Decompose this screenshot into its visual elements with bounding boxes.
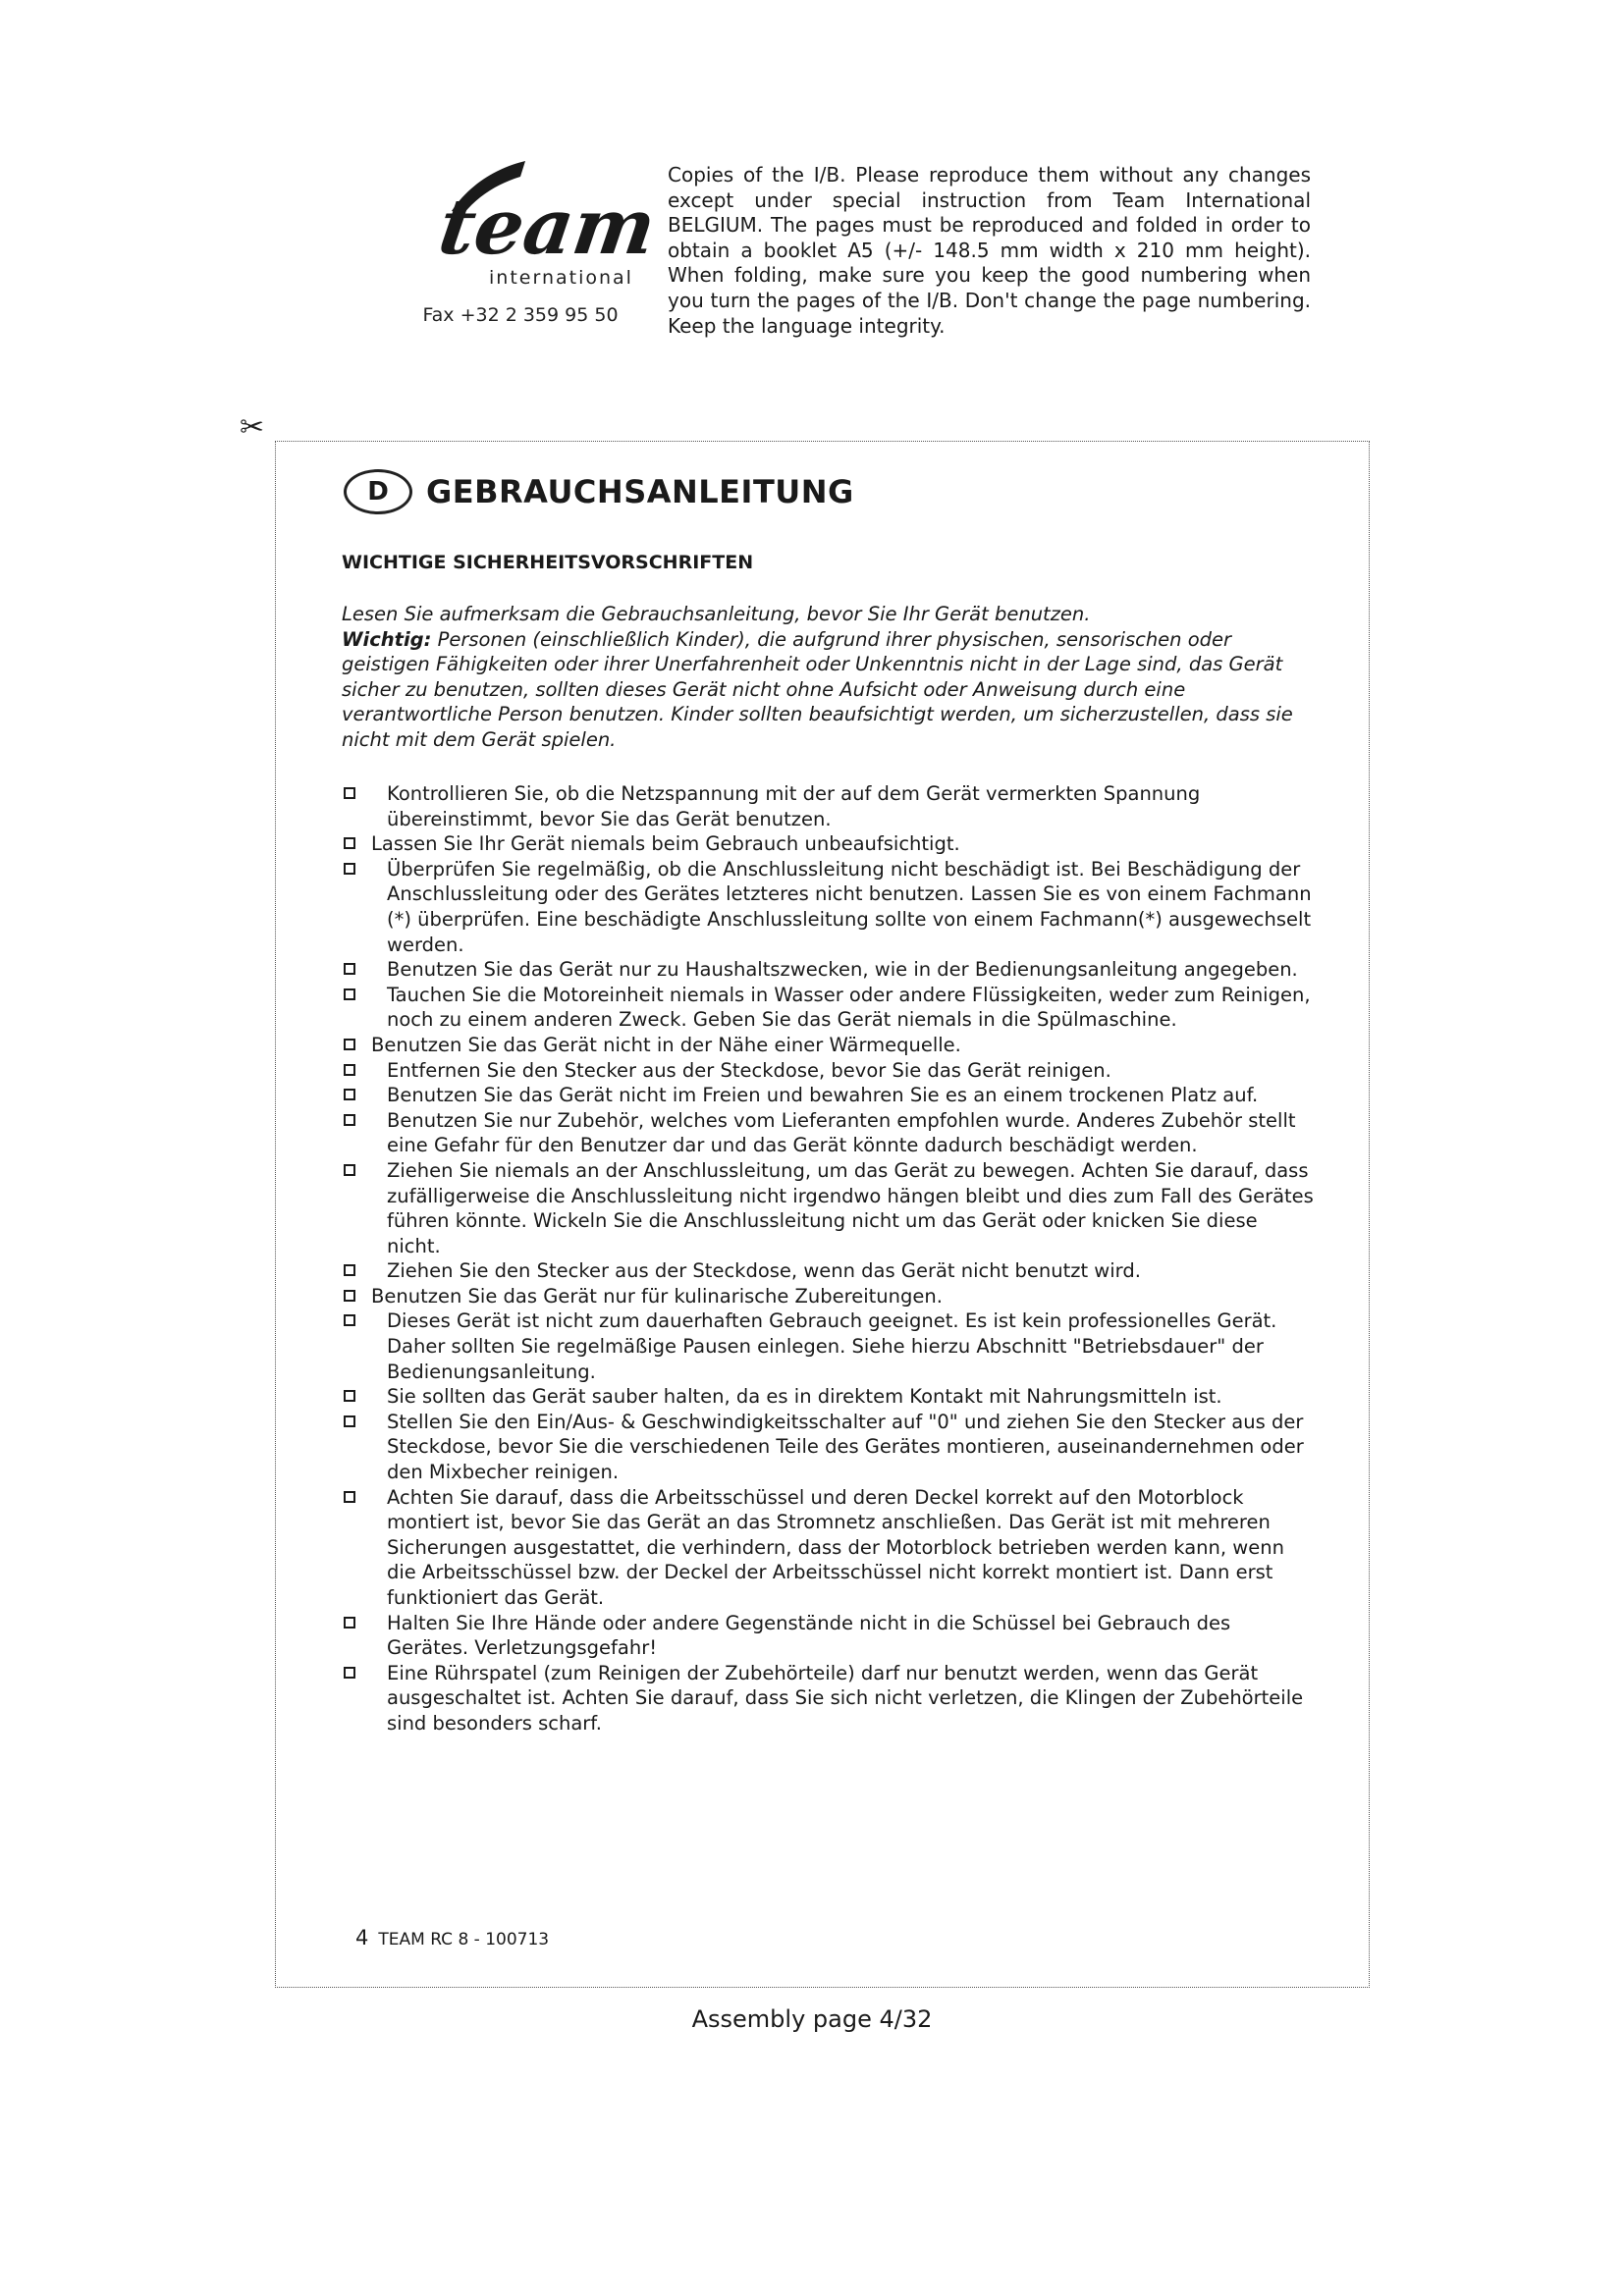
checkbox-icon (344, 1617, 355, 1629)
checkbox-icon (344, 1667, 355, 1679)
list-item-text: Dieses Gerät ist nicht zum dauerhaften Gebrauch geeignet. Es ist kein professionelles Gerät. Daher sollten Sie regelmäßige Pausen einlegen. Siehe hierzu Abschnitt "Betriebsdauer" der Bedienungsanleitung. (387, 1309, 1277, 1383)
logo-subtitle: international (489, 267, 633, 289)
checkbox-icon (344, 1264, 355, 1276)
list-item (342, 1108, 1314, 1158)
checkbox-icon (344, 863, 355, 875)
print-instructions: Copies of the I/B. Please reproduce them without any changes except under special instruction from Team International BELGIUM. The pages must be reproduced and folded in order to obtain a booklet A5 (+/- 148.5 mm width x 210 mm height). When folding, make sure you keep the good numbering when you turn the pages of the I/B. Don't change the page numbering. Keep the language integrity. (668, 163, 1311, 338)
checkbox-icon (344, 1390, 355, 1402)
list-item-text: Tauchen Sie die Motoreinheit niemals in Wasser oder andere Flüssigkeiten, weder zum Reinigen, noch zu einem anderen Zweck. Geben Sie das Gerät niemals in die Spülmaschine. (387, 983, 1311, 1032)
checkbox-icon (344, 1089, 355, 1100)
checkbox-icon (344, 988, 355, 1000)
svg-text:team: team (433, 182, 662, 272)
checkbox-icon (344, 1314, 355, 1326)
list-item-text: Benutzen Sie nur Zubehör, welches vom Lieferanten empfohlen wurde. Anderes Zubehör stellt eine Gefahr für den Benutzer dar und das Gerät könnte dadurch beschädigt werden. (387, 1108, 1296, 1157)
list-item-text: Benutzen Sie das Gerät nur zu Haushaltszwecken, wie in der Bedienungsanleitung angegeben. (387, 958, 1298, 982)
list-item-text: Ziehen Sie niemals an der Anschlussleitung, um das Gerät zu bewegen. Achten Sie darauf, dass zufälligerweise die Anschlussleitung nicht irgendwo hängen bleibt und dies zum Fall des Gerätes führen könnte. Wickeln Sie die Anschlussleitung nicht um das Gerät oder knicken Sie diese nicht. (387, 1158, 1314, 1257)
checkbox-icon (344, 1491, 355, 1503)
important-note (342, 627, 1314, 753)
fax-number: Fax +32 2 359 95 50 (422, 304, 619, 326)
checkbox-icon (344, 1064, 355, 1076)
checkbox-icon (344, 837, 355, 849)
list-item-text: Lassen Sie Ihr Gerät niemals beim Gebrauch unbeaufsichtigt. (371, 832, 960, 856)
checkbox-icon (344, 1114, 355, 1126)
list-item (342, 857, 1314, 957)
list-item-text: Eine Rührspatel (zum Reinigen der Zubehörteile) darf nur benutzt werden, wenn das Gerät ausgeschaltet ist. Achten Sie darauf, dass Sie sich nicht verletzen, die Klingen der Zubehörteile sind besonders scharf. (387, 1661, 1304, 1735)
checkbox-icon (344, 963, 355, 975)
list-item (342, 1284, 1314, 1309)
list-item (342, 781, 1314, 831)
list-item-text: Benutzen Sie das Gerät nur für kulinarische Zubereitungen. (371, 1284, 943, 1308)
list-item (342, 1661, 1314, 1736)
safety-list (342, 781, 1314, 1736)
list-item (342, 1384, 1314, 1410)
list-item (342, 1058, 1314, 1084)
section-title: WICHTIGE SICHERHEITSVORSCHRIFTEN (342, 552, 754, 573)
checkbox-icon (344, 1164, 355, 1176)
list-item (342, 1485, 1314, 1611)
checkbox-icon (344, 1415, 355, 1427)
list-item-text: Entfernen Sie den Stecker aus der Steckdose, bevor Sie das Gerät reinigen. (387, 1058, 1111, 1082)
list-item-text: Achten Sie darauf, dass die Arbeitsschüssel und deren Deckel korrekt auf den Motorblock montiert ist, bevor Sie das Gerät an das Stromnetz anschließen. Das Gerät ist mit mehreren Sicherungen ausgestattet, die verhindern, dass der Motorblock betrieben werden kann, wenn die Arbeitsschüssel bzw. der Deckel der Arbeitsschüssel nicht korrekt montiert ist. Dann erst funktioniert das Gerät. (387, 1485, 1284, 1609)
list-item (342, 1083, 1314, 1108)
list-item (342, 1308, 1314, 1384)
list-item (342, 831, 1314, 857)
list-item (342, 1033, 1314, 1058)
list-item-text: Kontrollieren Sie, ob die Netzspannung mit der auf dem Gerät vermerkten Spannung übereinstimmt, bevor Sie das Gerät benutzen. (387, 782, 1201, 830)
important-text: Personen (einschließlich Kinder), die aufgrund ihrer physischen, sensorischen oder geistigen Fähigkeiten oder ihrer Unerfahrenheit oder Unkenntnis nicht in der Lage sind, das Gerät sicher zu benutzen, sollten dieses Gerät nicht ohne Aufsicht oder Anweisung durch eine verantwortliche Person benutzen. Kinder sollten beaufsichtigt werden, um sicherzustellen, dass sie nicht mit dem Gerät spielen. (342, 627, 1293, 751)
assembly-page-label: Assembly page 4/32 (691, 2005, 933, 2033)
list-item-text: Benutzen Sie das Gerät nicht in der Nähe einer Wärmequelle. (371, 1033, 961, 1056)
list-item-text: Überprüfen Sie regelmäßig, ob die Anschlussleitung nicht beschädigt ist. Bei Beschädigung der Anschlussleitung oder des Gerätes letzteres nicht benutzen. Lassen Sie es von einem Fachmann (*) überprüfen. Eine beschädigte Anschlussleitung sollte von einem Fachmann(*) ausgewechselt werden. (387, 857, 1312, 956)
page-number: 4 (355, 1926, 369, 1949)
list-item-text: Halten Sie Ihre Hände oder andere Gegenstände nicht in die Schüssel bei Gebrauch des Gerätes. Verletzungsgefahr! (387, 1611, 1231, 1660)
list-item (342, 1258, 1314, 1284)
list-item (342, 957, 1314, 983)
list-item (342, 1611, 1314, 1661)
page-footer (355, 1926, 549, 1949)
important-label: Wichtig: (342, 627, 432, 651)
checkbox-icon (344, 1039, 355, 1050)
team-logo (432, 157, 662, 294)
intro-text (342, 602, 1314, 753)
list-item-text: Sie sollten das Gerät sauber halten, da es in direktem Kontakt mit Nahrungsmitteln ist. (387, 1385, 1222, 1409)
page-title: GEBRAUCHSANLEITUNG (426, 473, 854, 510)
list-item-text: Benutzen Sie das Gerät nicht im Freien und bewahren Sie es an einem trockenen Platz auf. (387, 1084, 1259, 1107)
checkbox-icon (344, 787, 355, 799)
scissors-icon: ✂ (240, 410, 265, 445)
list-item-text: Stellen Sie den Ein/Aus- & Geschwindigkeitsschalter auf "0" und ziehen Sie den Stecker aus der Steckdose, bevor Sie die verschiedenen Teile des Gerätes montieren, auseinandernehmen oder den Mixbecher reinigen. (387, 1410, 1304, 1484)
list-item (342, 1158, 1314, 1258)
list-item-text: Ziehen Sie den Stecker aus der Steckdose, wenn das Gerät nicht benutzt wird. (387, 1259, 1141, 1283)
language-badge: D (344, 469, 412, 514)
list-item (342, 1410, 1314, 1485)
title-row (344, 467, 854, 516)
model-code: TEAM RC 8 - 100713 (378, 1930, 550, 1949)
checkbox-icon (344, 1290, 355, 1302)
intro-line: Lesen Sie aufmerksam die Gebrauchsanleitung, bevor Sie Ihr Gerät benutzen. (342, 603, 1091, 625)
list-item (342, 983, 1314, 1033)
